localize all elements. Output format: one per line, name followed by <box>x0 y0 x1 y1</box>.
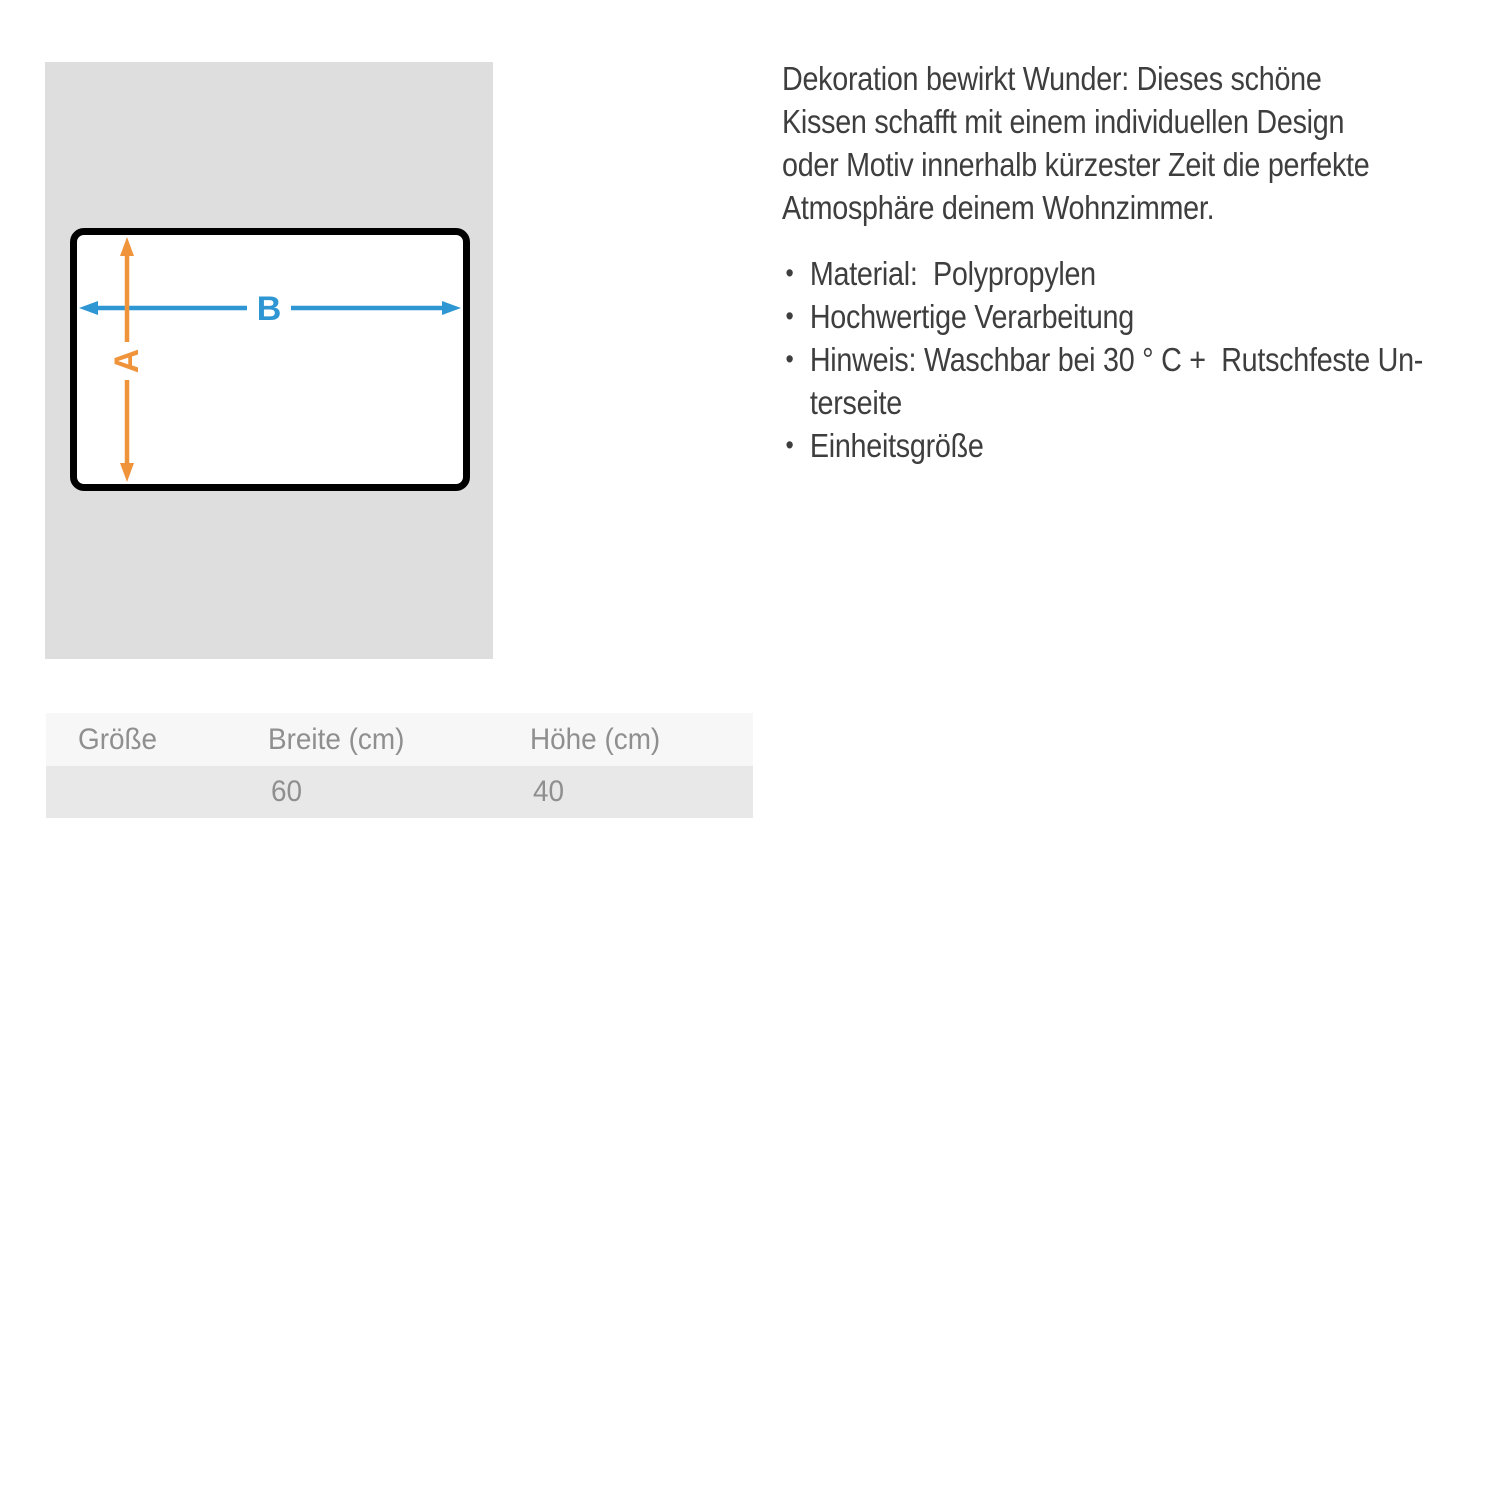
height-arrowhead-bottom <box>120 463 134 482</box>
bullet-icon: • <box>785 301 794 331</box>
product-description <box>782 57 1369 229</box>
size-table-data-row <box>46 766 753 818</box>
feature-item <box>782 338 1423 381</box>
feature-item <box>782 424 1423 467</box>
header-cell-breite: Breite (cm) <box>268 722 405 756</box>
size-table <box>46 713 753 818</box>
feature-text: Hochwertige Verarbeitung <box>809 298 1134 335</box>
height-label: A <box>108 348 146 374</box>
bullet-placeholder <box>782 381 810 424</box>
feature-text: Hinweis: Waschbar bei 30 ° C + Rutschfeste Un- <box>809 341 1424 378</box>
description-line: Atmosphäre deinem Wohnzimmer. <box>782 189 1215 226</box>
dimension-arrows <box>77 235 463 484</box>
bullet-icon: • <box>785 344 794 374</box>
feature-text: terseite <box>809 384 902 421</box>
size-table-header-row <box>46 713 753 766</box>
description-line: Kissen schafft mit einem individuellen Design <box>782 103 1345 140</box>
feature-text: Material: Polypropylen <box>809 255 1096 292</box>
feature-item <box>782 252 1423 295</box>
cell-breite: 60 <box>271 775 303 808</box>
header-cell-groesse: Größe <box>78 722 158 756</box>
bullet-icon: • <box>785 258 794 288</box>
feature-item-continuation <box>782 381 1423 424</box>
cell-hoehe: 40 <box>533 775 565 808</box>
header-cell-hoehe: Höhe (cm) <box>530 722 661 756</box>
width-label: B <box>256 290 282 328</box>
feature-item <box>782 295 1423 338</box>
bullet-icon: • <box>785 430 794 460</box>
size-diagram-panel <box>45 62 493 659</box>
feature-text: Einheitsgröße <box>809 427 984 464</box>
width-arrowhead-right <box>442 301 461 315</box>
pillow-outline <box>70 228 470 491</box>
feature-list <box>782 252 1423 467</box>
description-line: Dekoration bewirkt Wunder: Dieses schöne <box>782 60 1322 97</box>
cell-groesse <box>46 775 236 809</box>
description-line: oder Motiv innerhalb kürzester Zeit die perfekte <box>782 146 1370 183</box>
